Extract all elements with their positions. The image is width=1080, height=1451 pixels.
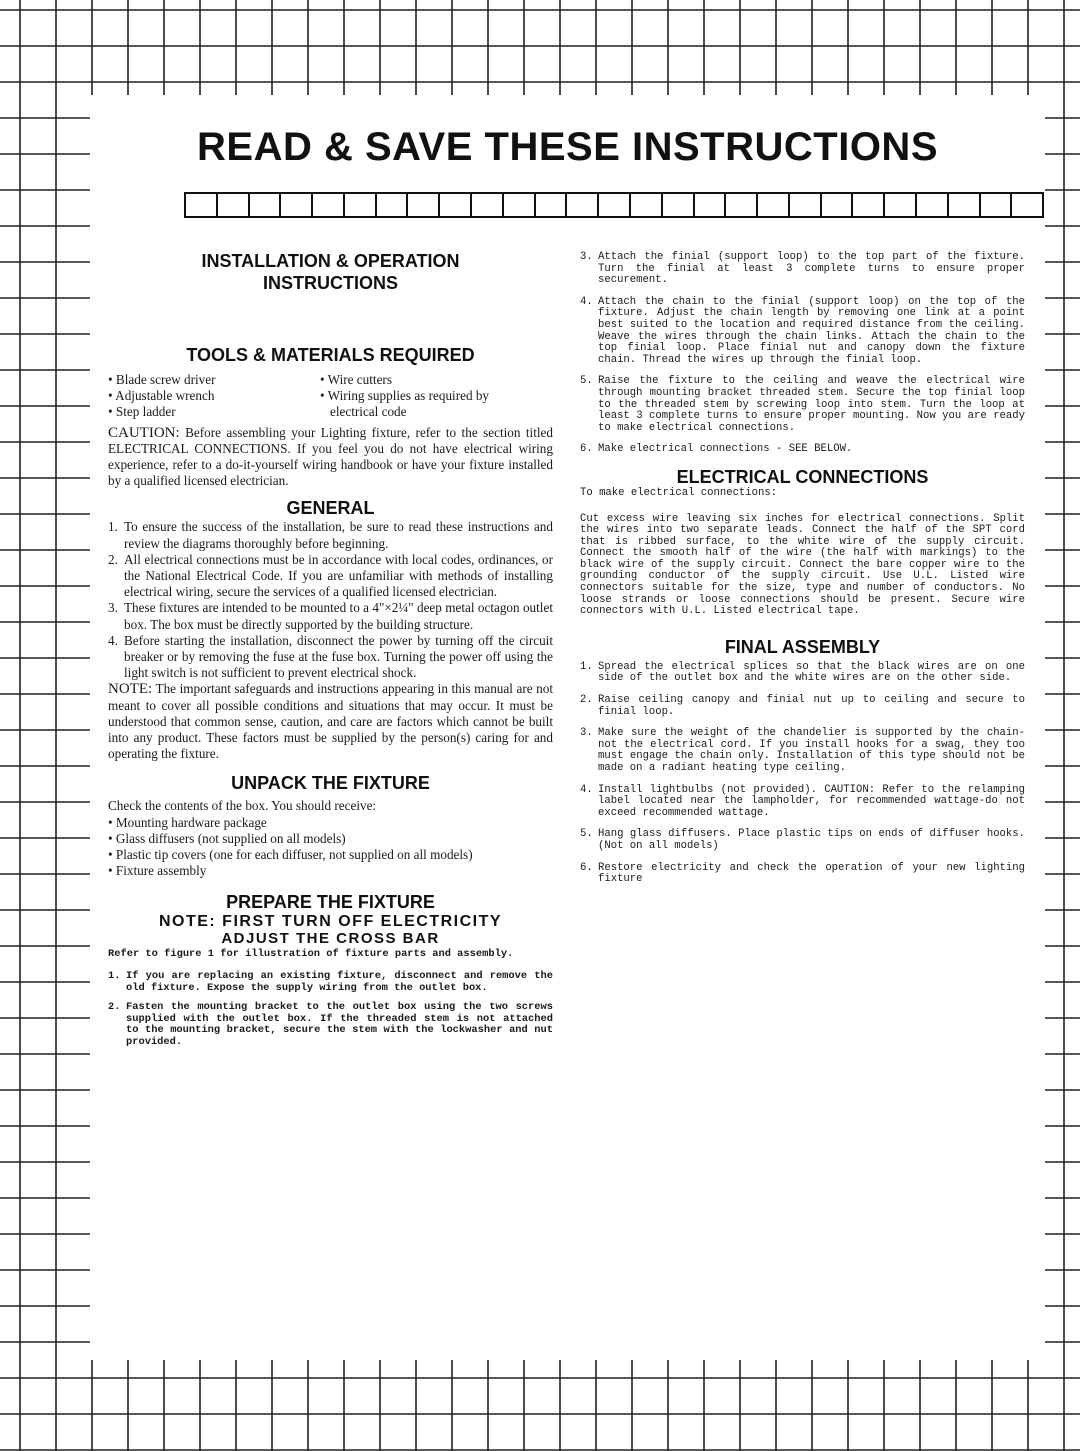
title-box-cell xyxy=(885,194,917,216)
left-column xyxy=(108,250,553,1057)
item-text: Make electrical connections - SEE BELOW. xyxy=(598,443,853,456)
item-number: 4. xyxy=(580,783,593,796)
list-item xyxy=(580,785,1025,820)
title-box-cell xyxy=(853,194,885,216)
unpack-heading: UNPACK THE FIXTURE xyxy=(231,773,430,794)
general-list xyxy=(108,519,553,681)
item-text: Hang glass diffusers. Place plastic tips on ends of diffuser hooks. (Not on all models) xyxy=(598,828,1025,852)
unpack-intro: Check the contents of the box. You should receive: xyxy=(108,798,377,814)
installation-heading-line2: INSTRUCTIONS xyxy=(263,273,398,293)
item-number: 6. xyxy=(580,443,593,456)
list-item: • Fixture assembly xyxy=(108,863,207,879)
title-box-cell xyxy=(981,194,1013,216)
list-item xyxy=(580,252,1025,287)
tools-list xyxy=(108,372,553,421)
list-item xyxy=(108,519,553,551)
item-number: 4. xyxy=(108,632,118,648)
electrical-text: Cut excess wire leaving six inches for electrical connections. Split the wires into two separate leads. Connect the half of the SPT cord that is ribbed surface, to the white wire of the supply circuit. Connect the smooth half of the wire (the half with markings) to the black wire of the supply circuit. Connect the bare copper wire to the grounding conductor of the supply circuit. Use U.L. Listed wire connectors suitable for the size, type and number of conductors. No loose strands or loose connections should be present. Secure wire connectors with U.L. Listed electrical tape. xyxy=(580,512,1025,618)
item-text: Fasten the mounting bracket to the outlet box using the two screws supplied with the outlet box. If the threaded stem is not attached to the mounting bracket, secure the stem with the lockwasher and nut provided. xyxy=(126,1001,553,1049)
item-number: 1. xyxy=(108,519,118,535)
caution-label: CAUTION: xyxy=(108,424,180,441)
list-item xyxy=(108,552,553,601)
item-text: Raise ceiling canopy and finial nut up to ceiling and secure to finial loop. xyxy=(598,694,1025,718)
prepare-note: NOTE: FIRST TURN OFF ELECTRICITY xyxy=(158,913,503,931)
tool-item: • Blade screw driver xyxy=(108,372,216,387)
title-box-cell xyxy=(408,194,440,216)
tool-item: electrical code xyxy=(330,404,407,420)
list-item xyxy=(580,376,1025,434)
item-text: Attach the finial (support loop) to the top part of the fixture. Turn the finial at least 3 complete turns to ensure proper securement. xyxy=(598,251,1025,287)
adjust-heading: ADJUST THE CROSS BAR xyxy=(221,930,440,948)
title-box-cell xyxy=(726,194,758,216)
title-box-cell xyxy=(822,194,854,216)
title-box-cell xyxy=(313,194,345,216)
caution-paragraph xyxy=(108,425,553,490)
item-number: 1. xyxy=(108,970,121,983)
item-text: Raise the fixture to the ceiling and weave the electrical wire through mounting bracket threaded stem. Secure the top finial loop to the threaded stem by screwing loop into stem. Turn the loop at least 3 complete turns to ensure proper mounting. Now you are ready to make electrical connections. xyxy=(598,375,1025,434)
title-box-cell xyxy=(186,194,218,216)
title-box-cell xyxy=(567,194,599,216)
refer-text: Refer to figure 1 for illustration of fixture parts and assembly. xyxy=(108,948,514,961)
title-box-cell xyxy=(218,194,250,216)
list-item: • Glass diffusers (not supplied on all models) xyxy=(108,830,346,846)
title-box-cell xyxy=(504,194,536,216)
list-item xyxy=(580,444,1025,456)
title-box-cell xyxy=(250,194,282,216)
title-box-cell xyxy=(440,194,472,216)
list-item xyxy=(580,297,1025,367)
note-text: The important safeguards and instructions appearing in this manual are not meant to cover all possible conditions and situations that may occur. It must be understood that common sense, caution, and care are factors which cannot be built into any product. These factors must be supplied by the person(s) caring for and operating the fixture. xyxy=(108,681,553,762)
list-item xyxy=(108,633,553,682)
title-box-cell xyxy=(345,194,377,216)
list-item xyxy=(580,728,1025,774)
electrical-heading: ELECTRICAL CONNECTIONS xyxy=(676,466,929,487)
adjust-list xyxy=(108,971,553,1049)
note-paragraph xyxy=(108,681,553,762)
title-box-cell xyxy=(663,194,695,216)
installation-heading xyxy=(108,250,553,294)
tool-item: • Wire cutters xyxy=(320,372,392,387)
title-box-cell xyxy=(949,194,981,216)
title-box-strip xyxy=(184,192,1044,218)
item-number: 2. xyxy=(108,1001,121,1014)
title-box-cell xyxy=(1012,194,1042,216)
item-number: 3. xyxy=(580,727,593,740)
title-box-cell xyxy=(281,194,313,216)
item-text: Restore electricity and check the operation of your new lighting fixture xyxy=(598,861,1025,886)
item-number: 2. xyxy=(108,551,118,567)
title-box-cell xyxy=(472,194,504,216)
final-assembly-heading: FINAL ASSEMBLY xyxy=(724,636,881,657)
list-item: • Mounting hardware package xyxy=(108,814,267,830)
list-item xyxy=(108,1002,553,1048)
item-number: 2. xyxy=(580,694,593,707)
title-box-cell xyxy=(917,194,949,216)
title-box-cell xyxy=(695,194,727,216)
list-item: • Plastic tip covers (one for each diffuser, not supplied on all models) xyxy=(108,847,473,863)
item-text: Spread the electrical splices so that the black wires are on one side of the outlet box and the white wires are on the other side. xyxy=(598,660,1025,685)
item-text: Attach the chain to the finial (support loop) on the top of the fixture. Adjust the chain length by removing one link at a point best suited to the location and required distance from the ceiling. Weave the wires through the chain links. Attach the chain to the top finial loop. Place finial nut and canopy down the fixture chain. Thread the wires up through the finial loop. xyxy=(598,295,1025,366)
list-item xyxy=(580,662,1025,685)
item-number: 3. xyxy=(580,251,593,263)
item-text: Before starting the installation, disconnect the power by turning off the circuit breaker or by removing the fuse at the fuse box. Turning the power off using the light switch is not sufficient to prevent electrical shock. xyxy=(124,632,553,681)
tool-item: • Wiring supplies as required by xyxy=(320,388,490,404)
title-box-cell xyxy=(631,194,663,216)
caution-text: Before assembling your Lighting fixture, refer to the section titled ELECTRICAL CONNECTIONS. If you feel you do not have electrical wiring experience, refer to a do-it-yourself wiring handbook or have your fixture installed by a qualified licensed electrician. xyxy=(108,424,553,489)
item-number: 1. xyxy=(580,660,593,673)
unpack-list xyxy=(108,798,553,879)
right-column xyxy=(580,252,1025,896)
title-box-cell xyxy=(599,194,631,216)
final-assembly-list xyxy=(580,662,1025,886)
item-number: 6. xyxy=(580,861,593,874)
assembly-steps xyxy=(580,252,1025,456)
installation-heading-line1: INSTALLATION & OPERATION xyxy=(201,251,460,271)
tool-item: • Step ladder xyxy=(108,404,176,420)
item-text: These fixtures are intended to be mounted to a 4"×2¼" deep metal octagon outlet box. The box must be directly supported by the building structure. xyxy=(124,600,553,632)
item-number: 5. xyxy=(580,828,593,841)
list-item xyxy=(108,600,553,632)
instruction-sheet xyxy=(90,95,1045,1360)
list-item xyxy=(580,695,1025,718)
item-text: If you are replacing an existing fixture, disconnect and remove the old fixture. Expose the supply wiring from the outlet box. xyxy=(126,970,553,994)
item-number: 4. xyxy=(580,295,593,308)
note-label: NOTE: xyxy=(108,681,153,698)
prepare-heading: PREPARE THE FIXTURE xyxy=(226,892,435,913)
list-item xyxy=(108,971,553,994)
electrical-intro: To make electrical connections: xyxy=(580,486,778,499)
tools-heading: TOOLS & MATERIALS REQUIRED xyxy=(186,345,475,365)
title-box-cell xyxy=(790,194,822,216)
item-text: To ensure the success of the installation, be sure to read these instructions and review the diagrams thoroughly before beginning. xyxy=(124,519,553,551)
list-item xyxy=(580,863,1025,886)
title-box-cell xyxy=(758,194,790,216)
general-heading: GENERAL xyxy=(286,498,375,519)
item-number: 5. xyxy=(580,375,593,388)
page-title: READ & SAVE THESE INSTRUCTIONS xyxy=(197,125,938,169)
title-box-cell xyxy=(377,194,409,216)
title-box-cell xyxy=(536,194,568,216)
tool-item: • Adjustable wrench xyxy=(108,388,215,404)
item-text: All electrical connections must be in accordance with local codes, ordinances, or the National Electrical Code. If you are unfamiliar with methods of installing electrical wiring, secure the services of a qualified licensed electrician. xyxy=(124,551,553,600)
item-text: Make sure the weight of the chandelier is supported by the chain-not the electrical cord. If you install hooks for a swag, they too must engage the chain only. Installation of this type should not be made on a radiant heating type ceiling. xyxy=(598,727,1025,774)
item-text: Install lightbulbs (not provided). CAUTION: Refer to the relamping label located near the lampholder, for recommended wattage-do not exceed recommended wattage. xyxy=(598,783,1025,819)
item-number: 3. xyxy=(108,600,118,616)
list-item xyxy=(580,829,1025,852)
